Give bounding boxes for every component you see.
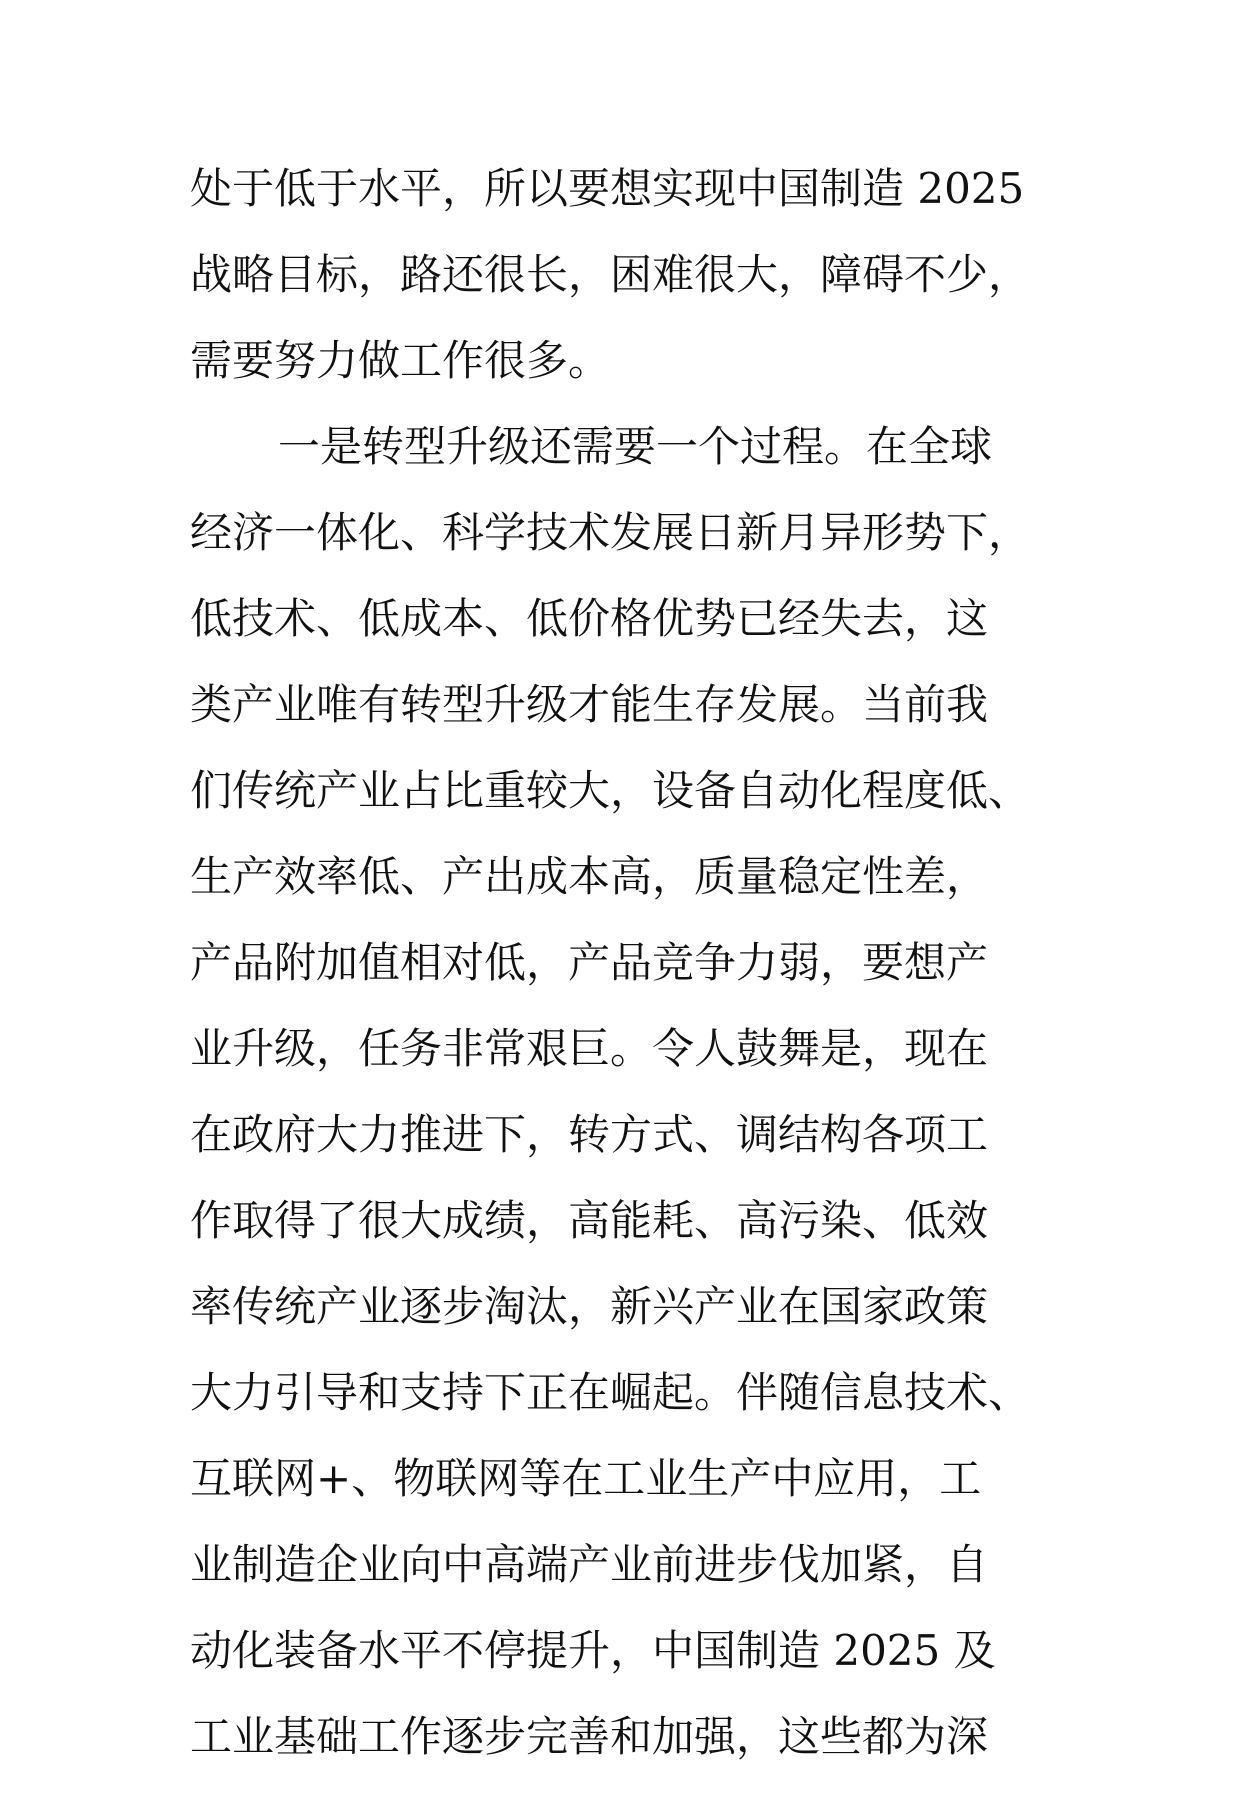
text-line: 互联网+、物联网等在工业生产中应用，工 — [190, 1454, 982, 1503]
text-line: 经济一体化、科学技术发展日新月异形势下， — [190, 508, 1031, 557]
text-line: 大力引导和支持下正在崛起。伴随信息技术、 — [190, 1368, 1031, 1417]
text-line: 类产业唯有转型升级才能生存发展。当前我 — [190, 680, 989, 729]
paragraph-start-line: 一是转型升级还需要一个过程。在全球 — [278, 422, 993, 471]
text-line: 们传统产业占比重较大，设备自动化程度低、 — [190, 766, 1031, 815]
text-line: 战略目标，路还很长，困难很大，障碍不少， — [190, 250, 1031, 299]
text-line: 工业基础工作逐步完善和加强，这些都为深 — [190, 1712, 989, 1761]
text-line: 在政府大力推进下，转方式、调结构各项工 — [190, 1110, 989, 1159]
text-line: 业升级，任务非常艰巨。令人鼓舞是，现在 — [190, 1024, 989, 1073]
text-line: 低技术、低成本、低价格优势已经失去，这 — [190, 594, 989, 643]
text-line: 率传统产业逐步淘汰，新兴产业在国家政策 — [190, 1282, 989, 1331]
body-text — [190, 160, 1110, 1794]
text-line: 作取得了很大成绩，高能耗、高污染、低效 — [190, 1196, 989, 1245]
text-line: 产品附加值相对低，产品竞争力弱，要想产 — [190, 938, 989, 987]
text-line: 生产效率低、产出成本高，质量稳定性差， — [190, 852, 989, 901]
text-line: 处于低于水平，所以要想实现中国制造 2025 — [190, 164, 1025, 213]
text-line: 需要努力做工作很多。 — [190, 336, 611, 385]
text-line: 业制造企业向中高端产业前进步伐加紧，自 — [190, 1540, 989, 1589]
text-line: 动化装备水平不停提升，中国制造 2025 及 — [190, 1626, 996, 1675]
